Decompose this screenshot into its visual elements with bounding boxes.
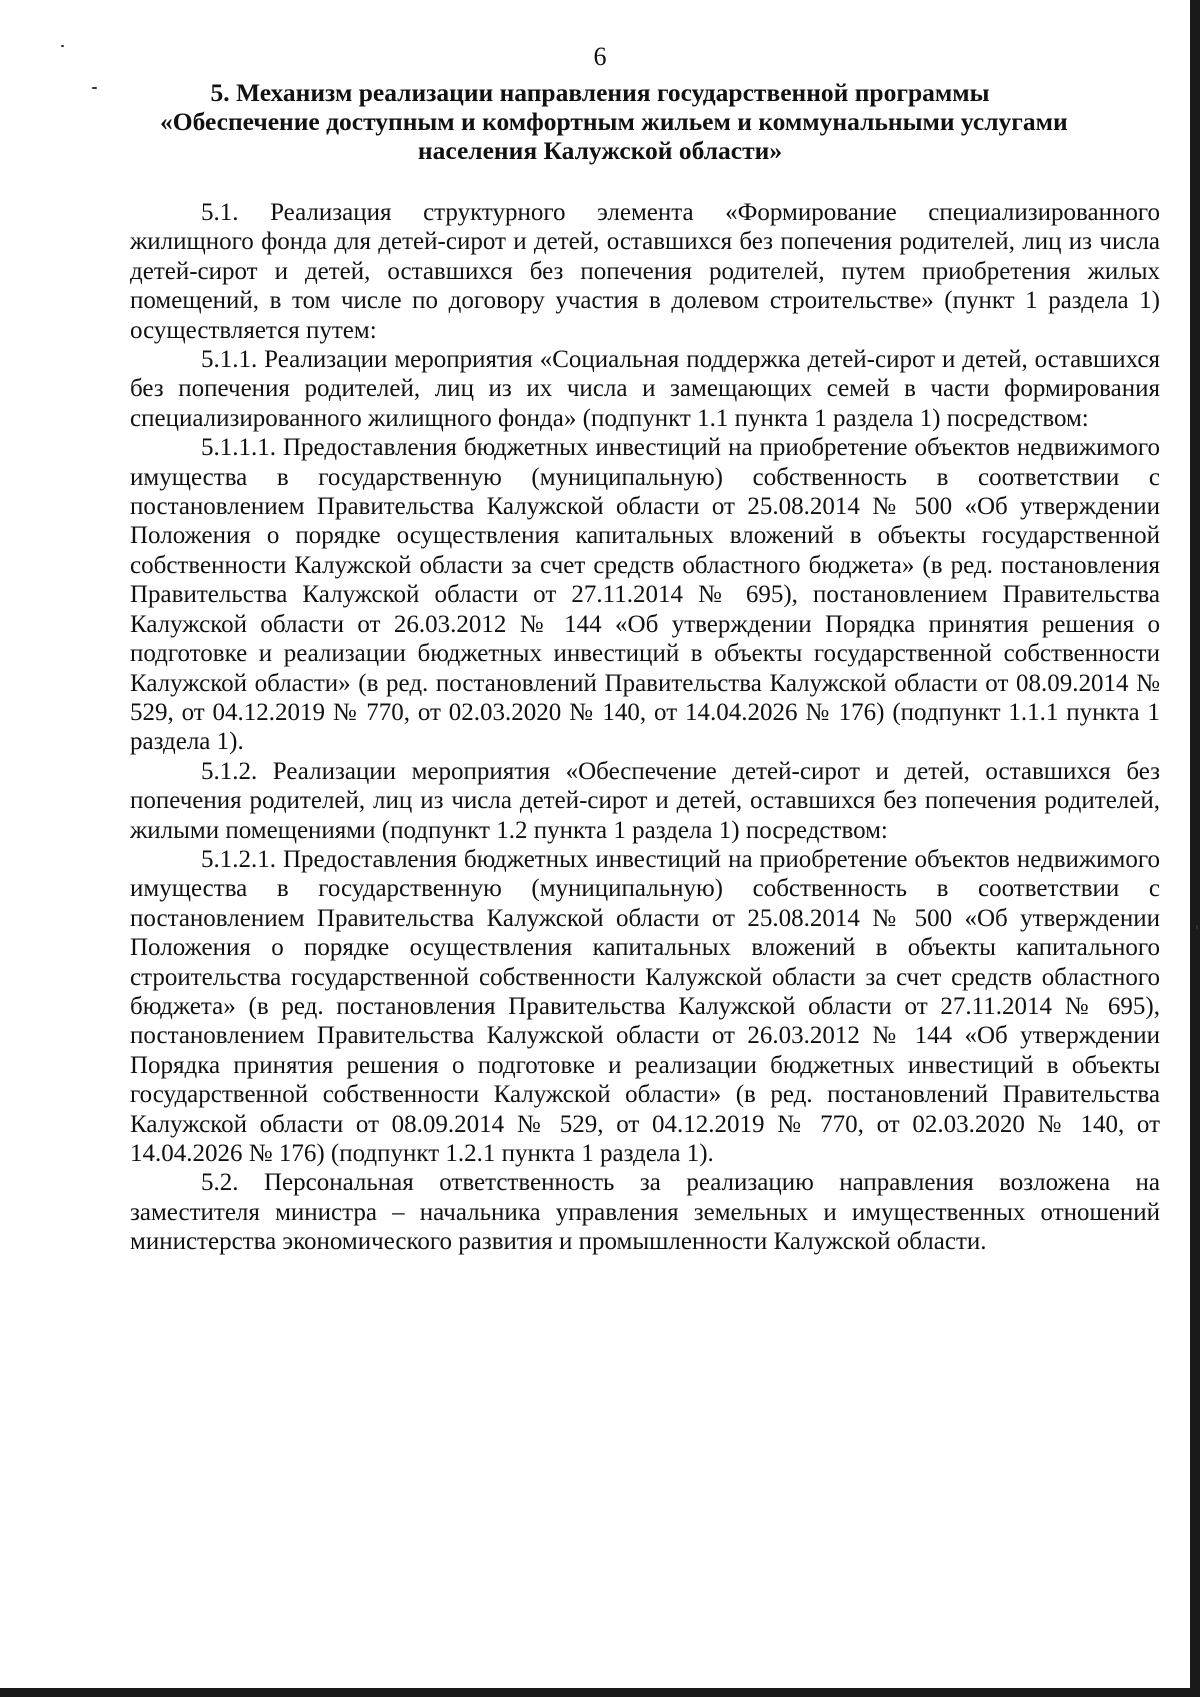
section-title-line: 5. Механизм реализации направления государственной программы bbox=[210, 78, 990, 107]
scan-speck bbox=[92, 87, 97, 89]
section-title-line: населения Калужской области» bbox=[417, 136, 783, 165]
scan-speck bbox=[1196, 925, 1198, 929]
paragraph-5-2: 5.2. Персональная ответственность за реализацию направления возложена на заместителя министра – начальника управления земельных и имущественных отношений министерства экономического развития и промышленности Калужской области. bbox=[130, 1169, 1160, 1256]
scan-edge-right bbox=[1190, 0, 1200, 1697]
paragraph-5-1-1: 5.1.1. Реализации мероприятия «Социальная поддержка детей-сирот и детей, оставшихся без попечения родителей, лиц из их числа и замещающих семей в части формирования специализированного жилищного фонда» (подпункт 1.1 пункта 1 раздела 1) посредством: bbox=[130, 346, 1160, 432]
scan-edge-bottom bbox=[0, 1688, 1200, 1697]
paragraph-5-1-2-1: 5.1.2.1. Предоставления бюджетных инвестиций на приобретение объектов недвижимого имущества в государственную (муниципальную) собственность в соответствии с постановлением Правительства Калужской области от 25.08.2014 № 500 «Об утверждении Положения о порядке осуществления капитальных вложений в объекты капитального строительства государственной собственности Калужской области за счет средств областного бюджета» (в ред. постановления Правительства Калужской области от 27.11.2014 № 695), постановлением Правительства Калужской области от 26.03.2012 № 144 «Об утверждении Порядка принятия решения о подготовке и реализации бюджетных инвестиций в объекты государственной собственности Калужской области» (в ред. постановлений Правительства Калужской области от 08.09.2014 № 529, от 04.12.2019 № 770, от 02.03.2020 № 140, от 14.04.2026 № 176) (подпункт 1.2.1 пункта 1 раздела 1). bbox=[130, 845, 1160, 1167]
paragraph-5-1-1-1: 5.1.1.1. Предоставления бюджетных инвестиций на приобретение объектов недвижимого имущества в государственную (муниципальную) собственность в соответствии с постановлением Правительства Калужской области от 25.08.2014 № 500 «Об утверждении Положения о порядке осуществления капитальных вложений в объекты государственной собственности Калужской области за счет средств областного бюджета» (в ред. постановления Правительства Калужской области от 27.11.2014 № 695), постановлением Правительства Калужской области от 26.03.2012 № 144 «Об утверждении Порядка принятия решения о подготовке и реализации бюджетных инвестиций в объекты государственной собственности Калужской области» (в ред. постановлений Правительства Калужской области от 08.09.2014 № 529, от 04.12.2019 № 770, от 02.03.2020 № 140, от 14.04.2026 № 176) (подпункт 1.1.1 пункта 1 раздела 1). bbox=[130, 434, 1160, 756]
paragraph-5-1: 5.1. Реализация структурного элемента «Формирование специализированного жилищного фонда для детей-сирот и детей, оставшихся без попечения родителей, лиц из числа детей-сирот и детей, оставшихся без попечения родителей, путем приобретения жилых помещений, в том числе по договору участия в долевом строительстве» (пункт 1 раздела 1) осуществляется путем: bbox=[130, 199, 1160, 344]
section-title-line: «Обеспечение доступным и комфортным жильем и коммунальными услугами bbox=[160, 107, 1068, 136]
paragraph-5-1-2: 5.1.2. Реализации мероприятия «Обеспечение детей-сирот и детей, оставшихся без попечения родителей, лиц из числа детей-сирот и детей, оставшихся без попечения родителей, жилыми помещениями (подпункт 1.2 пункта 1 раздела 1) посредством: bbox=[130, 757, 1160, 844]
document-body bbox=[130, 198, 1160, 1257]
section-title bbox=[160, 78, 1068, 165]
page-number: 6 bbox=[593, 42, 607, 71]
